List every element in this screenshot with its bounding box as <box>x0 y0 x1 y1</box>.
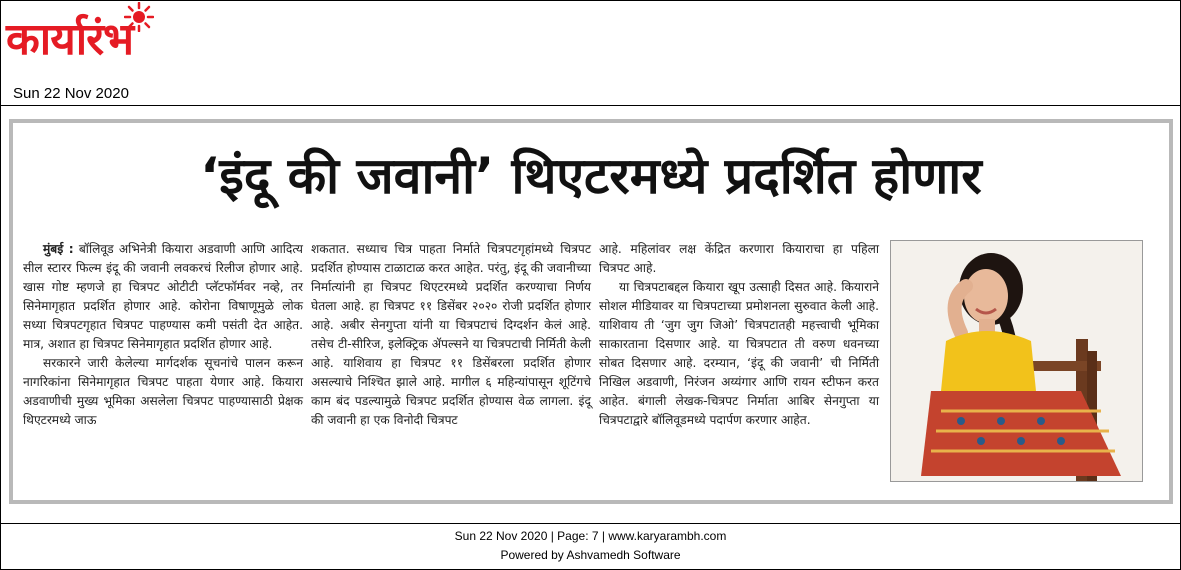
masthead-logo-text: कार्यारंभ <box>6 14 134 65</box>
article-paragraph: सरकारने जारी केलेल्या मार्गदर्शक सूचनांचे पालन करून नागरिकांना सिनेमागृहात चित्रपट पाहता येणार आहे. कियारा अडवाणीची मुख्य भूमिका असलेला चित्रपट पाहण्यासाठी प्रेक्षक थिएटरमध्ये जाऊ <box>23 356 303 427</box>
masthead-logo[interactable] <box>6 2 206 78</box>
dateline: मुंबई : <box>43 242 74 256</box>
article-column-3 <box>599 240 879 430</box>
article-clipping <box>9 119 1173 504</box>
article-column-2 <box>311 240 591 430</box>
article-headline: ‘इंदू की जवानी’ थिएटरमध्ये प्रदर्शित होणार <box>200 147 982 205</box>
article-paragraph: बॉलिवूड अभिनेत्री कियारा अडवाणी आणि आदित्य सील स्टारर फिल्म इंदू की जवानी लवकरचं रिलीज होणार आहे. खास गोष्ट म्हणजे हा चित्रपट ओटीटी प्लॅटफॉर्मवर नव्हे, तर सिनेमागृहात प्रदर्शित होणार आहे. कोरोना विषाणूमुळे लोक सध्या चित्रपटगृहात चित्रपट पाहण्यास कमी पसंती देत आहेत. मात्र, अशात हा चित्रपट सिनेमागृहात प्रदर्शित होणार आहे. <box>23 242 303 351</box>
article-photo <box>890 240 1143 482</box>
footer-powered-by: Powered by Ashvamedh Software <box>500 548 681 562</box>
edition-date: Sun 22 Nov 2020 <box>13 85 129 102</box>
article-paragraph: या चित्रपटाबद्दल कियारा खूप उत्साही दिसत आहे. कियाराने सोशल मीडियावर या चित्रपटाच्या प्रमोशनला सुरुवात केली आहे. याशिवाय ती ‘जुग जुग जिओ’ चित्रपटातही महत्त्वाची भूमिका साकारताना दिसणार आहे. या चित्रपटात ती वरुण धवनच्या सोबत दिसणार आहे. दरम्यान, ‘इंदू की जवानी’ ची निर्मिती निखिल अडवाणी, निरंजन अय्यंगार आणि रायन स्टीफन करत आहेत. बंगाली लेखक-चित्रपट निर्माता आबिर सेनगुप्ता या चित्रपटाद्वारे बॉलिवूडमध्ये पदार्पण करणार आहेत. <box>599 280 879 427</box>
article-column-1 <box>23 240 303 430</box>
actress-photo-illustration <box>891 241 1142 481</box>
footer-divider <box>0 523 1181 524</box>
header-divider <box>0 105 1181 106</box>
article-paragraph: शकतात. सध्याच चित्र पाहता निर्माते चित्रपटगृहांमध्ये चित्रपट प्रदर्शित होण्यास टाळाटाळ करत आहेत. परंतु, इंदू की जवानीच्या निर्मात्यांनी हा चित्रपट थिएटरमध्ये प्रदर्शित करण्याचा निर्णय घेतला आहे. हा चित्रपट ११ डिसेंबर २०२० रोजी प्रदर्शित होणार आहे. अबीर सेनगुप्ता यांनी या चित्रपटाचं दिग्दर्शन केलं आहे. तसेच टी-सीरिज, इलेक्ट्रिक ॲपल्सने या चित्रपटाची निर्मिती केली आहे. याशिवाय हा चित्रपट ११ डिसेंबरला प्रदर्शित होणार असल्याचे निश्चित झाले आहे. मागील ६ महिन्यांपासून शूटिंगचे काम बंद पडल्यामुळे चित्रपट प्रदर्शित होण्यास वेळ लागला. इंदू की जवानी हा एक विनोदी चित्रपट <box>311 242 591 427</box>
article-paragraph: आहे. महिलांवर लक्ष केंद्रित करणारा कियाराचा हा पहिला चित्रपट आहे. <box>599 242 879 275</box>
footer-page-info[interactable]: Sun 22 Nov 2020 | Page: 7 | www.karyarambh.com <box>454 529 727 543</box>
